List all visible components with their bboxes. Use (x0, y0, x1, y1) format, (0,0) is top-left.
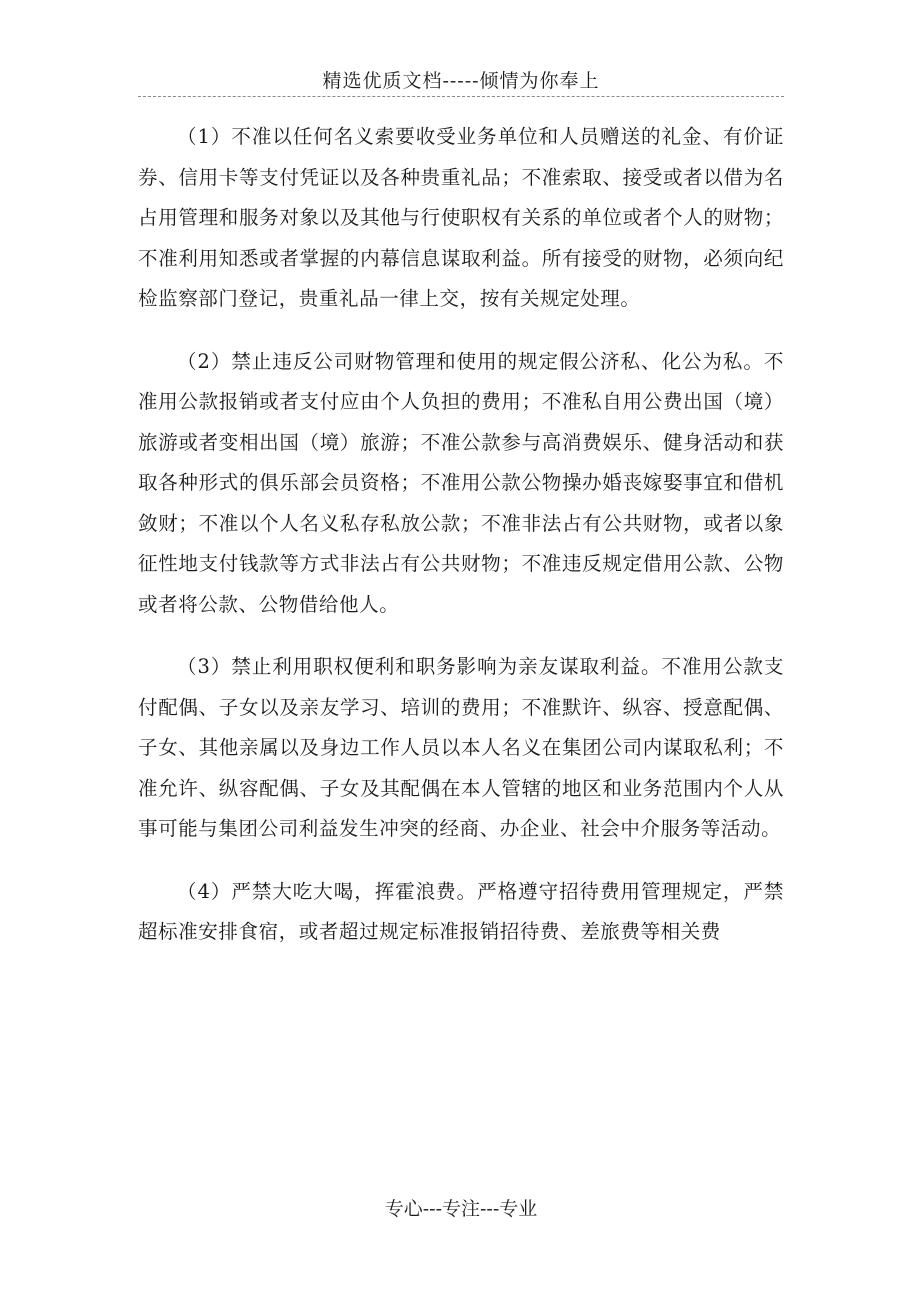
paragraph-1: （1）不准以任何名义索要收受业务单位和人员赠送的礼金、有价证券、信用卡等支付凭证以及各种贵重礼品；不准索取、接受或者以借为名占用管理和服务对象以及其他与行使职权有关系的单位或者个人的财物；不准利用知悉或者掌握的内幕信息谋取利益。所有接受的财物，必须向纪检监察部门登记，贵重礼品一律上交，按有关规定处理。 (138, 125, 784, 310)
paragraph-2: （2）禁止违反公司财物管理和使用的规定假公济私、化公为私。不准用公款报销或者支付应由个人负担的费用；不准私自用公费出国（境）旅游或者变相出国（境）旅游；不准公款参与高消费娱乐、健身活动和获取各种形式的俱乐部会员资格；不准用公款公物操办婚丧嫁娶事宜和借机敛财；不准以个人名义私存私放公款；不准非法占有公共财物，或者以象征性地支付钱款等方式非法占有公共财物；不准违反规定借用公款、公物或者将公款、公物借给他人。 (138, 349, 784, 616)
header-divider (138, 96, 784, 97)
document-body (138, 117, 784, 975)
paragraph-3: （3）禁止利用职权便利和职务影响为亲友谋取利益。不准用公款支付配偶、子女以及亲友学习、培训的费用；不准默许、纵容、授意配偶、子女、其他亲属以及身边工作人员以本人名义在集团公司内谋取私利；不准允许、纵容配偶、子女及其配偶在本人管辖的地区和业务范围内个人从事可能与集团公司利益发生冲突的经商、办企业、社会中介服务等活动。 (138, 655, 784, 840)
paragraph-4: （4）严禁大吃大喝，挥霍浪费。严格遵守招待费用管理规定，严禁超标准安排食宿，或者超过规定标准报销招待费、差旅费等相关费 (138, 879, 784, 943)
page-header: 精选优质文档-----倾情为你奉上 (322, 70, 600, 92)
page-footer: 专心---专注---专业 (384, 1198, 538, 1220)
